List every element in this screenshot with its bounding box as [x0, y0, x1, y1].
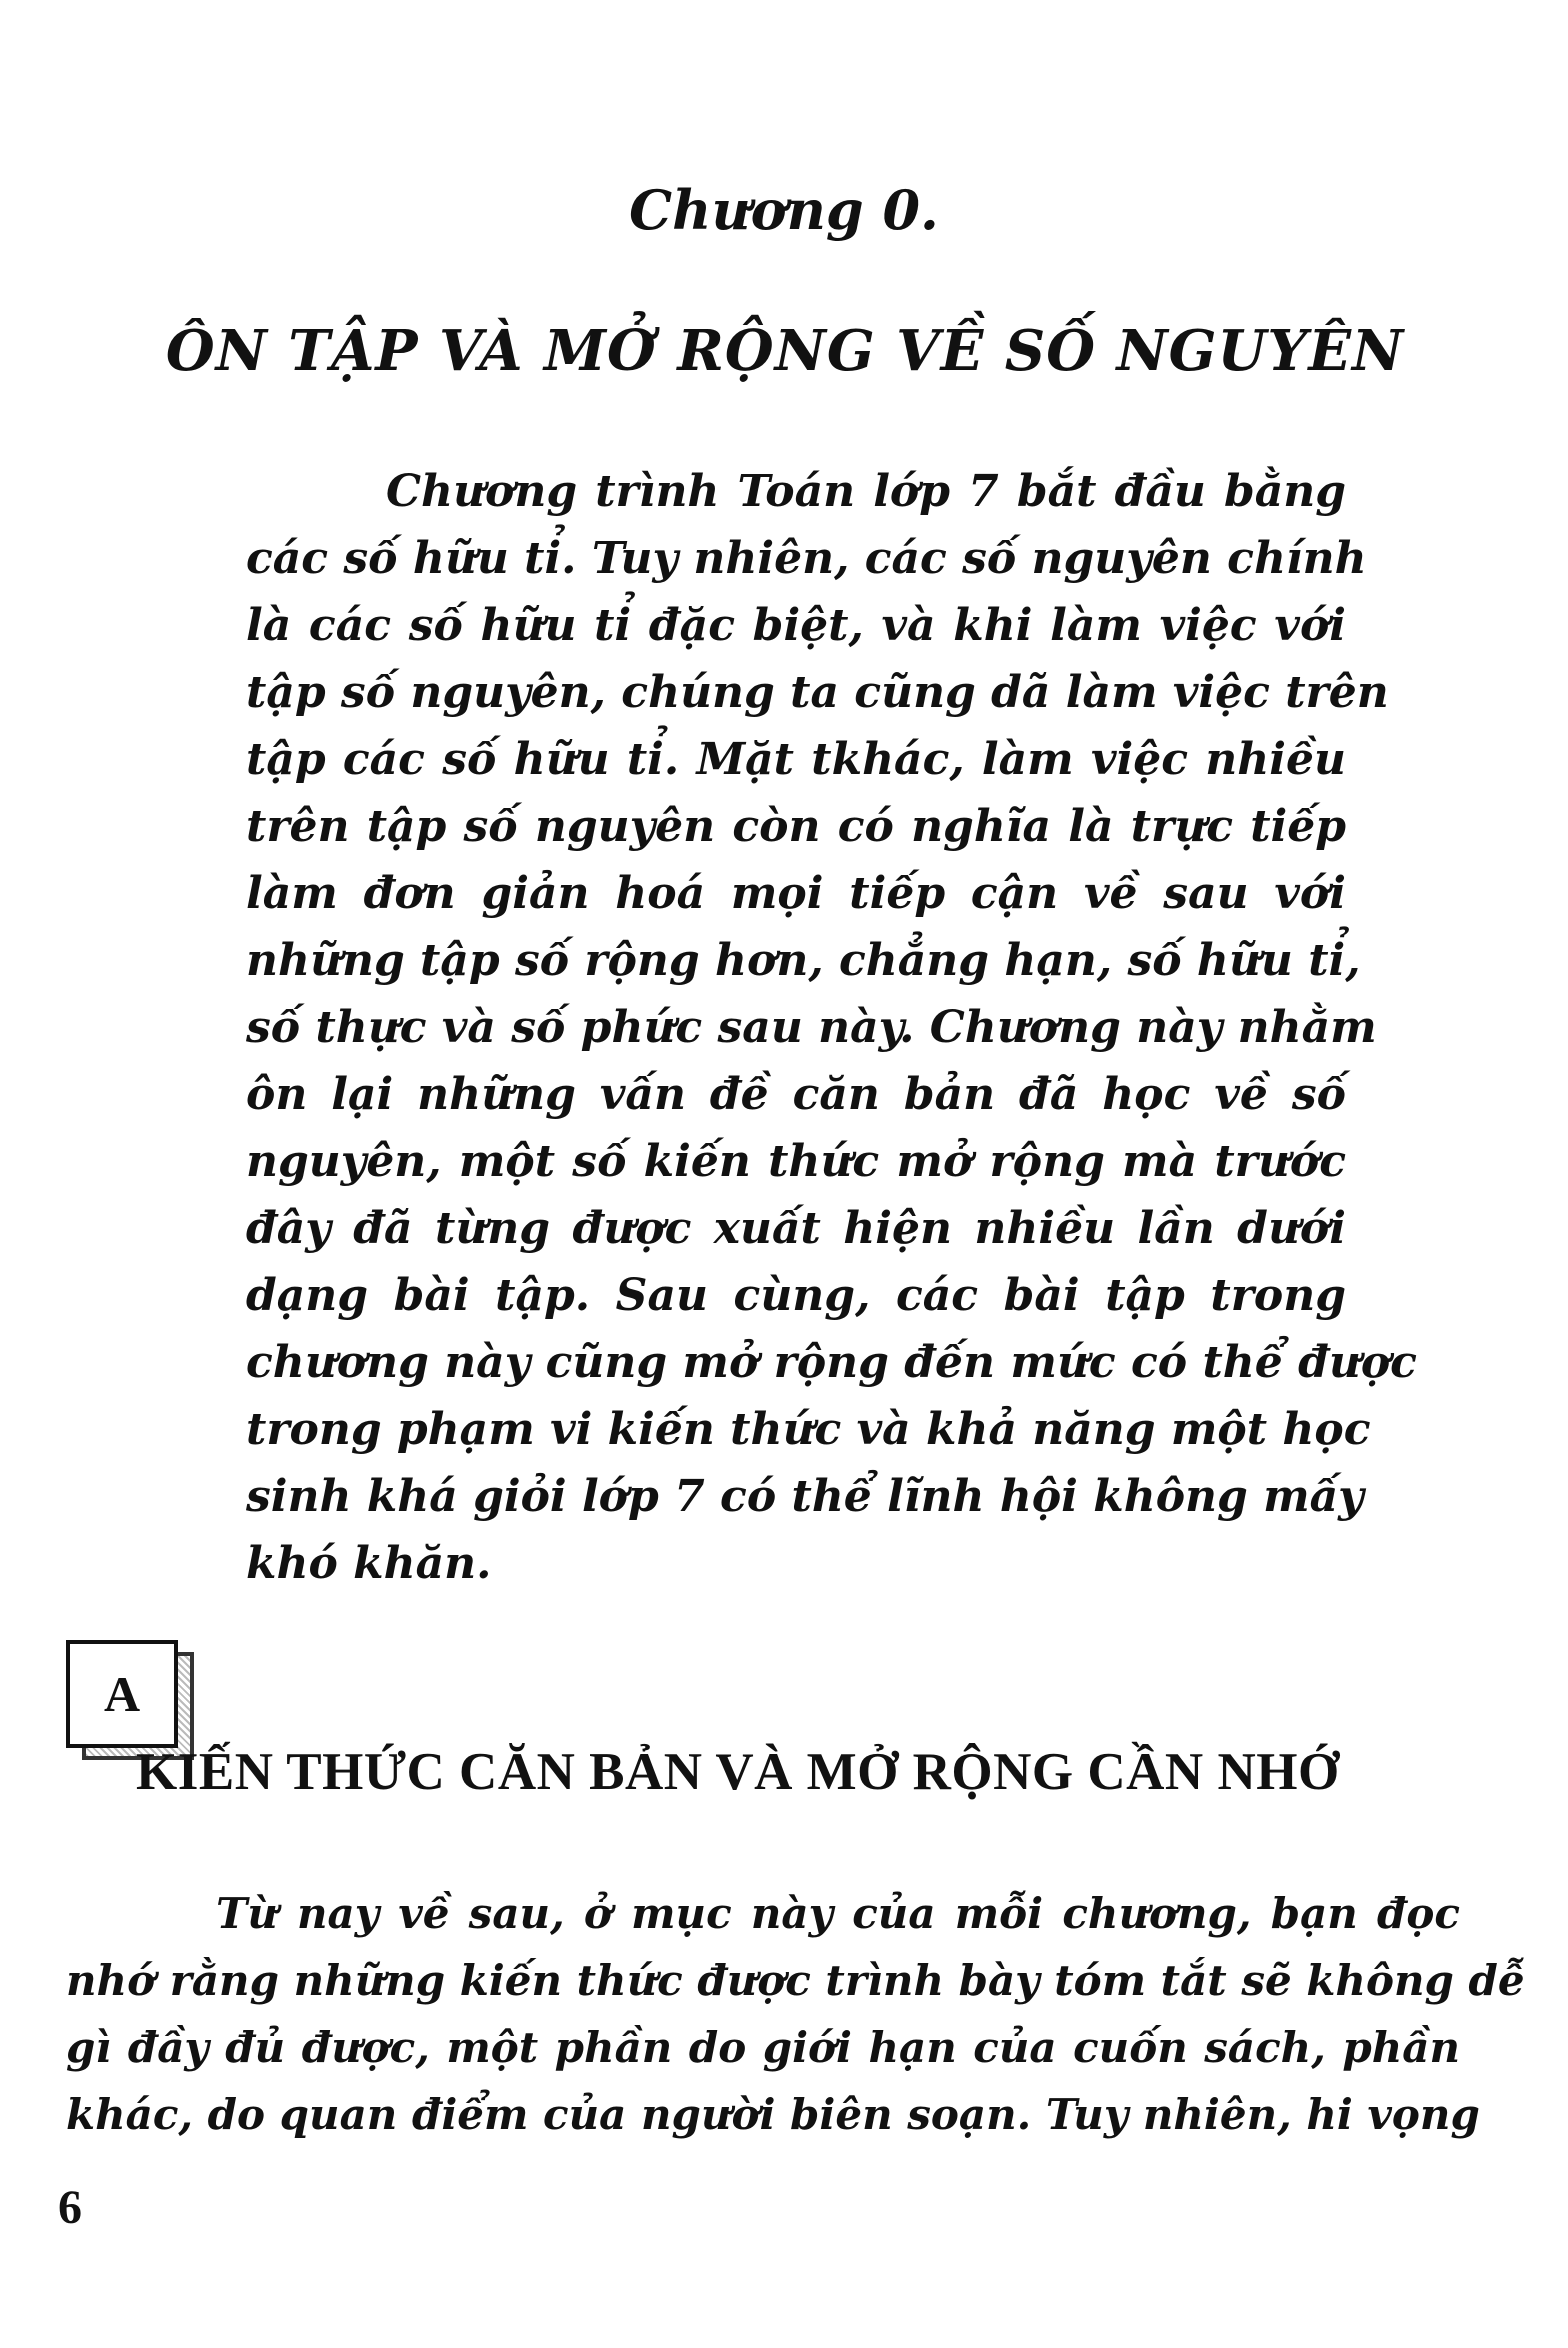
intro-line: nguyên, một số kiến thức mở rộng mà trước	[246, 1136, 1346, 1187]
chapter-title: ÔN TẬP VÀ MỞ RỘNG VỀ SỐ NGUYÊN	[165, 318, 1405, 384]
intro-line: các số hữu tỉ. Tuy nhiên, các số nguyên chính	[246, 533, 1367, 584]
intro-line: số thực và số phức sau này. Chương này nhằm	[246, 1002, 1377, 1053]
intro-line: những tập số rộng hơn, chẳng hạn, số hữu tỉ,	[246, 935, 1361, 986]
intro-line: trên tập số nguyên còn có nghĩa là trực tiếp	[246, 801, 1346, 852]
intro-line: dạng bài tập. Sau cùng, các bài tập trong	[246, 1270, 1346, 1321]
body-line: nhớ rằng những kiến thức được trình bày tóm tắt sẽ không dễ	[66, 1956, 1525, 2005]
intro-line: là các số hữu tỉ đặc biệt, và khi làm việc với	[246, 600, 1346, 651]
intro-line: tập số nguyên, chúng ta cũng dã làm việc trên	[246, 667, 1389, 718]
intro-line: làm đơn giản hoá mọi tiếp cận về sau với	[246, 868, 1346, 919]
intro-paragraph	[246, 458, 1417, 1597]
intro-line: ôn lại những vấn đề căn bản đã học về số	[246, 1069, 1346, 1120]
intro-line: khó khăn.	[246, 1538, 492, 1589]
chapter-label: Chương 0.	[629, 178, 939, 242]
intro-line: Chương trình Toán lớp 7 bắt đầu bằng	[386, 466, 1346, 517]
intro-line: tập các số hữu tỉ. Mặt tkhác, làm việc nhiều	[246, 734, 1346, 785]
intro-line: trong phạm vi kiến thức và khả năng một học	[246, 1404, 1371, 1455]
intro-line: đây đã từng được xuất hiện nhiều lần dưới	[246, 1203, 1346, 1254]
intro-line: sinh khá giỏi lớp 7 có thể lĩnh hội không mấy	[246, 1471, 1364, 1522]
page-number: 6	[58, 2181, 82, 2234]
body-line: Từ nay về sau, ở mục này của mỗi chương, bạn đọc	[216, 1889, 1460, 1938]
section-body-paragraph	[66, 1880, 1525, 2148]
body-line: gì đầy đủ được, một phần do giới hạn của cuốn sách, phần	[66, 2023, 1460, 2072]
intro-line: chương này cũng mở rộng đến mức có thể được	[246, 1337, 1417, 1388]
section-title: KIẾN THỨC CĂN BẢN VÀ MỞ RỘNG CẦN NHỚ	[136, 1743, 1340, 1801]
body-line: khác, do quan điểm của người biên soạn. Tuy nhiên, hi vọng	[66, 2090, 1480, 2139]
section-letter-box	[66, 1640, 176, 1740]
section-letter: A	[66, 1640, 178, 1748]
